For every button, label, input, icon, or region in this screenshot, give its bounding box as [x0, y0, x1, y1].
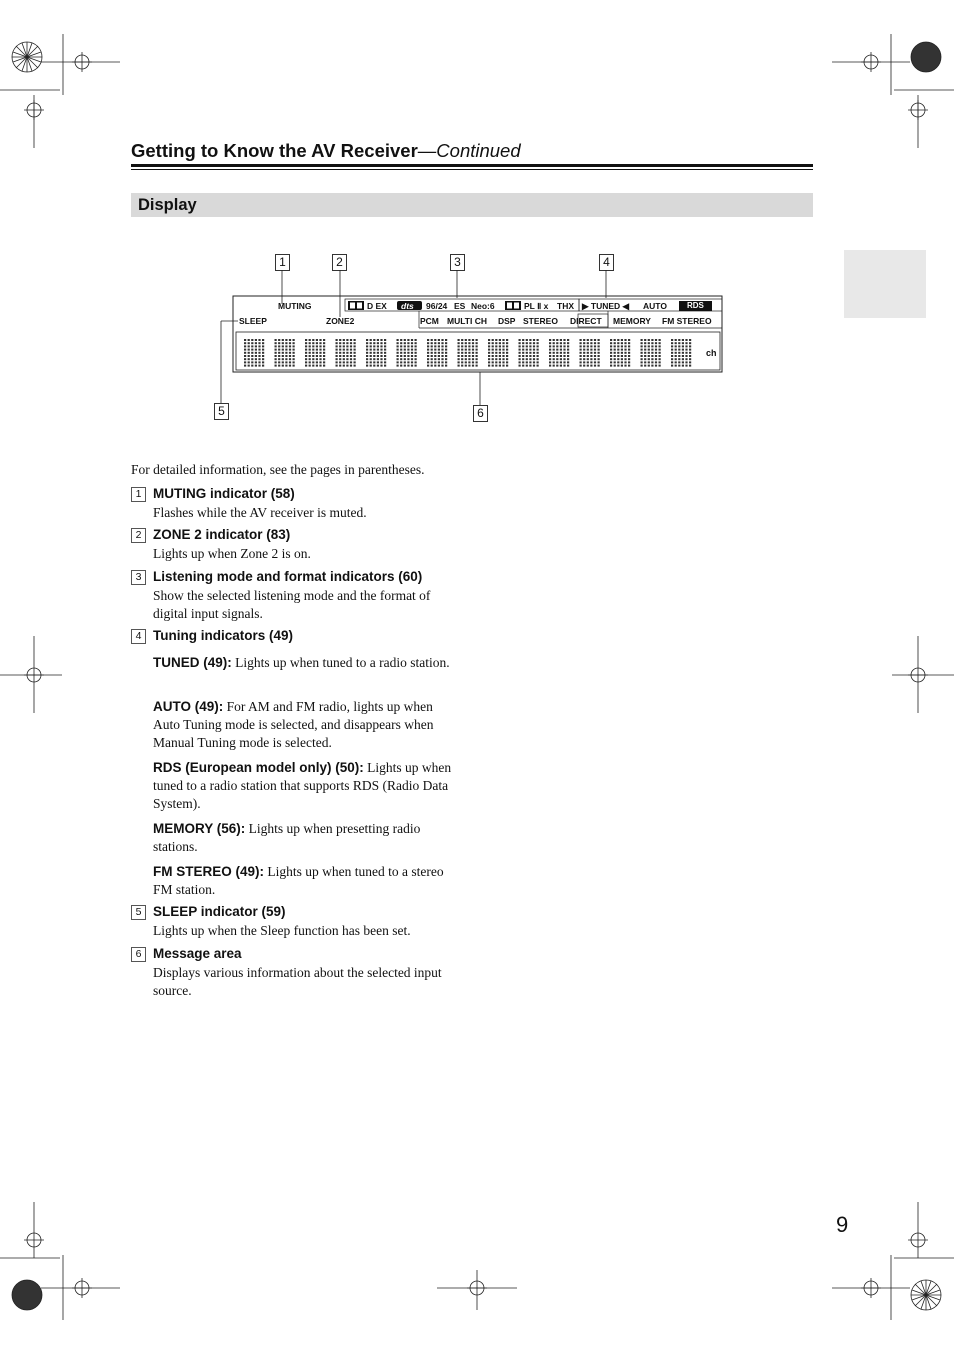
dts-9624-indicator: 96/24 [426, 301, 448, 311]
dsp-indicator: DSP [498, 316, 516, 326]
item-title: ZONE 2 indicator (83) [153, 527, 291, 542]
stereo-indicator: STEREO [523, 316, 558, 326]
tuning-subitem [153, 759, 453, 813]
subitem-text: Lights up when tuned to a radio station. [231, 655, 450, 670]
tuning-subitem [153, 863, 453, 899]
char-cell [458, 339, 478, 367]
item-number: 4 [131, 629, 146, 644]
subitem-text: Lights up when tuned to a stereo FM station. [153, 864, 444, 897]
ch-indicator: ch [706, 348, 717, 358]
item-number: 5 [131, 905, 146, 920]
tuned-indicator: ▶ TUNED ◀ [582, 301, 630, 311]
callout-3: 3 [450, 254, 465, 271]
char-cell [305, 339, 325, 367]
item-number: 2 [131, 528, 146, 543]
callout-5: 5 [214, 403, 229, 420]
item-title: Listening mode and format indicators (60) [153, 569, 423, 584]
char-cell [641, 339, 661, 367]
subitem-text: Lights up when presetting radio stations. [153, 821, 421, 854]
muting-indicator: MUTING [278, 301, 312, 311]
char-cell [366, 339, 386, 367]
char-cell [549, 339, 569, 367]
char-cell [519, 339, 539, 367]
item-title: Tuning indicators (49) [153, 628, 294, 643]
auto-indicator: AUTO [643, 301, 667, 311]
memory-indicator: MEMORY [613, 316, 651, 326]
char-cell [671, 339, 691, 367]
zone2-indicator: ZONE2 [326, 316, 355, 326]
subitem-text: For AM and FM radio, lights up when Auto Tuning mode is selected, and disappears when Manual Tuning mode is selected. [153, 699, 434, 750]
page-number: 9 [836, 1212, 849, 1237]
char-cell [336, 339, 356, 367]
item-title: MUTING indicator (58) [153, 486, 295, 501]
tuning-subitem [153, 654, 453, 672]
item-number: 3 [131, 570, 146, 585]
item-description: Flashes while the AV receiver is muted. [153, 505, 367, 520]
callout-4: 4 [599, 254, 614, 271]
subitem-label: RDS (European model only) (50): [153, 760, 364, 775]
sleep-indicator: SLEEP [239, 316, 267, 326]
thx-indicator: THX [557, 301, 574, 311]
subitem-label: FM STEREO (49): [153, 864, 265, 879]
item-description: Lights up when Zone 2 is on. [153, 546, 311, 561]
fm-stereo-indicator: FM STEREO [662, 316, 712, 326]
dts-indicator: dts [401, 301, 414, 311]
direct-indicator: DIRECT [570, 316, 602, 326]
message-area-dot-matrix [0, 0, 954, 450]
char-cell [488, 339, 508, 367]
dolby-d-ex-indicator: D EX [367, 301, 387, 311]
char-cell [580, 339, 600, 367]
subitem-text: Lights up when tuned to a radio station that supports RDS (Radio Data System). [153, 760, 452, 811]
item-description: Displays various information about the selected input source. [153, 965, 442, 998]
header-title-text: Getting to Know the AV Receiver [131, 140, 418, 161]
item-title: Message area [153, 946, 242, 961]
pcm-indicator: PCM [420, 316, 439, 326]
section-title: Display [138, 196, 197, 214]
intro-text: For detailed information, see the pages in parentheses. [131, 462, 425, 477]
callout-1: 1 [275, 254, 290, 271]
pl2x-indicator: PL Ⅱ x [524, 301, 549, 311]
item-title: SLEEP indicator (59) [153, 904, 286, 919]
item-number: 1 [131, 487, 146, 502]
subitem-label: TUNED (49): [153, 655, 232, 670]
char-cell [610, 339, 630, 367]
char-cell [427, 339, 447, 367]
rds-indicator: RDS [679, 301, 712, 311]
char-cell [244, 339, 264, 367]
callout-6: 6 [473, 405, 488, 422]
item-description: Lights up when the Sleep function has been set. [153, 923, 411, 938]
char-cell [275, 339, 295, 367]
char-cell [397, 339, 417, 367]
es-indicator: ES [454, 301, 466, 311]
multich-indicator: MULTI CH [447, 316, 487, 326]
subitem-label: AUTO (49): [153, 699, 224, 714]
tuning-subitem [153, 820, 453, 856]
item-number: 6 [131, 947, 146, 962]
header-continued: —Continued [417, 140, 521, 161]
callout-2: 2 [332, 254, 347, 271]
item-description: Show the selected listening mode and the format of digital input signals. [153, 588, 431, 621]
neo6-indicator: Neo:6 [471, 301, 495, 311]
subitem-label: MEMORY (56): [153, 821, 246, 836]
tuning-subitem [153, 698, 453, 752]
